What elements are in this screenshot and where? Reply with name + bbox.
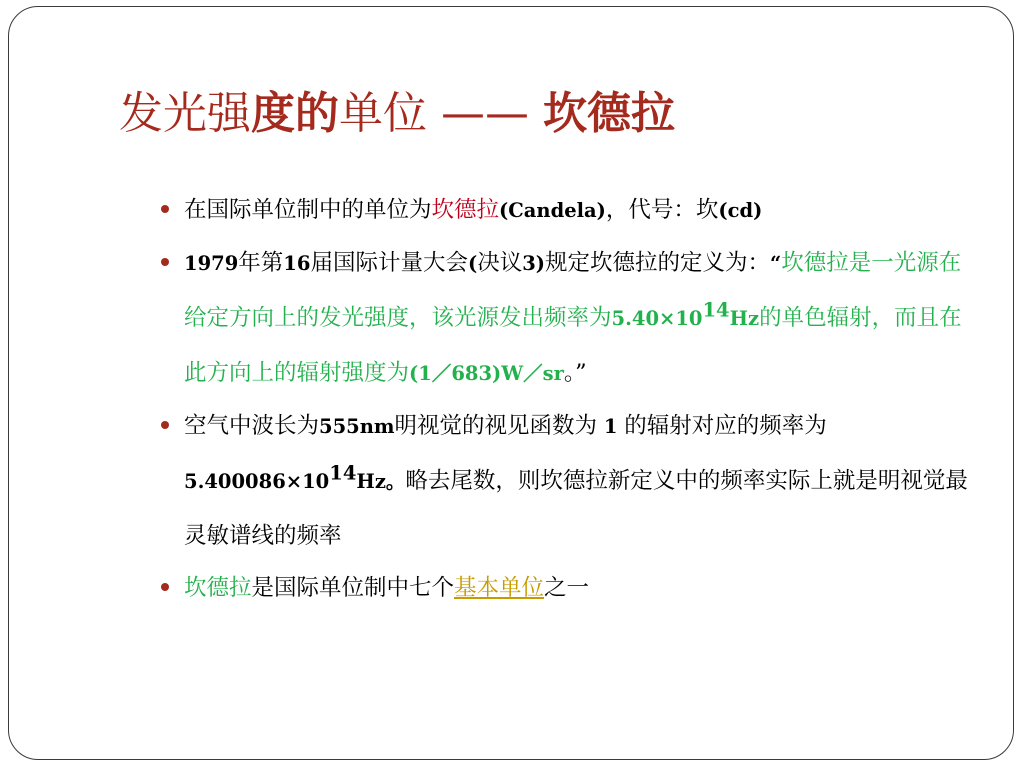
bullet-text: 3) <box>522 252 545 275</box>
highlight-green: 坎德 <box>781 250 827 276</box>
title-part-bold: 度的 <box>251 88 339 139</box>
bullet-item <box>159 399 979 563</box>
bullet-text: Hz。 <box>356 470 406 493</box>
bullet-text: 空气中波长为 <box>184 413 320 439</box>
bullet-text: 的辐射对应的频率为 <box>624 413 827 439</box>
bullet-text: 1979 <box>184 252 239 275</box>
bullet-text: 。” <box>563 360 587 386</box>
superscript: 14 <box>702 298 730 322</box>
bullet-text: 决议 <box>477 250 523 276</box>
highlight-green: 坎德拉 <box>184 575 252 601</box>
title-part: 单位 —— <box>339 88 543 139</box>
bullet-text: 之一 <box>544 575 590 601</box>
bullet-dot-icon <box>161 421 169 429</box>
highlight-red: 坎德拉 <box>431 197 500 223</box>
bullet-text: (Candela) <box>499 199 606 222</box>
title-part-bold: 坎德拉 <box>542 88 675 139</box>
highlight-green: 的单色辐射，而且在此方向上的辐射强度为 <box>184 305 962 386</box>
bullet-text: 16 <box>283 252 311 275</box>
superscript: 14 <box>329 461 357 485</box>
bullet-text: 届国际计量大会 <box>310 250 468 276</box>
highlight-green: 683)W／sr <box>451 362 564 385</box>
highlight-green: (1／ <box>409 362 452 385</box>
bullet-dot-icon <box>161 258 169 266</box>
bullet-dot-icon <box>161 205 169 213</box>
bullet-text: 规定坎德拉的定义为： <box>545 250 771 276</box>
bullet-item <box>159 561 979 615</box>
bullet-text: 555nm <box>319 415 395 438</box>
base-units-link[interactable]: 基本单位 <box>454 575 545 601</box>
bullet-text: 略去尾数，则坎德拉新定义中的频率实际上就是明视觉最灵敏谱线的频率 <box>184 468 968 549</box>
bullet-text: (cd) <box>718 199 763 222</box>
highlight-green: 拉是一光源在给定方向上的发光强度，该光源发出频率为 <box>184 250 962 331</box>
bullet-text: ，代号：坎 <box>605 197 719 223</box>
bullet-text: 5.400086×10 <box>184 470 330 493</box>
bullet-item <box>159 236 979 401</box>
bullet-text: ( <box>467 252 478 275</box>
bullet-item <box>159 183 979 238</box>
highlight-green: 5.40×10 <box>611 307 703 330</box>
highlight-green: Hz <box>729 307 760 330</box>
bullet-text: 是国际单位制中七个 <box>251 575 455 601</box>
bullet-text: 年第 <box>238 250 284 276</box>
bullet-text: “ <box>770 252 782 275</box>
slide <box>8 6 1014 760</box>
bullet-list <box>159 183 979 615</box>
slide-title <box>119 89 675 140</box>
bullet-text: 1 <box>597 415 625 438</box>
bullet-text: 明视觉的视见函数为 <box>394 413 598 439</box>
title-part: 发光强 <box>119 88 251 139</box>
bullet-dot-icon <box>161 583 169 591</box>
bullet-text: 在国际单位制中的单位为 <box>184 197 432 223</box>
